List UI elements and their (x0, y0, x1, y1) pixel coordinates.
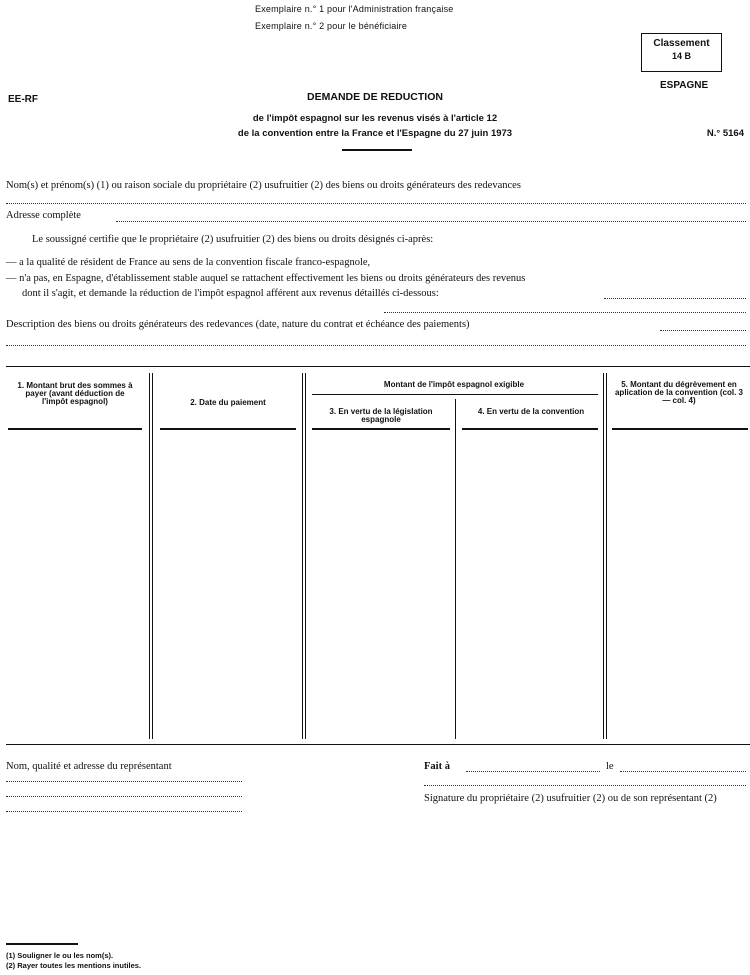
name-label: Nom(s) et prénom(s) (1) ou raison sociale du propriétaire (2) usufruitier (2) des biens ou droits générateurs des redevances (6, 180, 521, 191)
bullet-resident: — a la qualité de résident de France au sens de la convention fiscale franco-espagnole, (6, 257, 371, 268)
col-divider-3 (455, 399, 456, 739)
footnote-2: (2) Rayer toutes les mentions inutiles. (6, 961, 142, 970)
bullet-establishment: — n'a pas, en Espagne, d'établissement stable auquel se rattachent effectivement les biens ou droits générateurs des revenus (6, 273, 526, 284)
title-rule (342, 149, 412, 151)
col-header-payment-date: 2. Date du paiement (190, 398, 266, 407)
col-header-convention: 4. En vertu de la convention (477, 407, 585, 416)
country-label: ESPAGNE (660, 80, 709, 91)
classement-code: 14 B (671, 51, 691, 61)
representative-line-2[interactable] (6, 796, 242, 797)
classement-box (641, 33, 722, 72)
signature-place-line[interactable] (424, 785, 746, 786)
col-header-tax-group: Montant de l'impôt espagnol exigible (383, 380, 525, 389)
address-input-line[interactable] (116, 221, 746, 222)
table-bottom-rule (6, 744, 750, 745)
date-input-line[interactable] (620, 771, 746, 772)
footnote-1: (1) Souligner le ou les nom(s). (6, 951, 114, 960)
representative-label: Nom, qualité et adresse du représentant (6, 761, 172, 772)
copy-2-label: Exemplaire n.° 2 pour le bénéficiaire (255, 21, 408, 31)
certify-text: Le soussigné certifie que le propriétaire (2) usufruitier (2) des biens ou droits désignés ci-après: (32, 234, 434, 245)
made-at-label: Fait à (424, 761, 450, 772)
col-divider-1 (149, 373, 153, 739)
made-at-input-line[interactable] (466, 771, 600, 772)
bullet-establishment-cont: dont il s'agit, et demande la réduction de l'impôt espagnol afférent aux revenus détaillés ci-dessous: (22, 288, 439, 299)
signature-label: Signature du propriétaire (2) usufruitier (2) ou de son représentant (2) (424, 793, 717, 804)
footnote-rule (6, 943, 78, 945)
form-subtitle-1: de l'impôt espagnol sur les revenus visés à l'article 12 (252, 113, 498, 124)
name-input-line[interactable] (6, 203, 746, 204)
date-label: le (606, 761, 614, 772)
description-label: Description des biens ou droits générateurs des redevances (date, nature du contrat et échéance des paiements) (6, 319, 470, 330)
table-top-rule (6, 366, 750, 367)
col-header-relief-amount: 5. Montant du dégrèvement en aplication de la convention (col. 3 — col. 4) (614, 380, 744, 405)
col-divider-2 (302, 373, 306, 739)
group-rule (312, 394, 598, 395)
form-number: N.° 5164 (706, 128, 744, 139)
col3-header-rule (312, 428, 450, 430)
col5-header-rule (612, 428, 748, 430)
col-header-gross-amount: 1. Montant brut des sommes à payer (avant déduction de l'impôt espagnol) (17, 381, 133, 406)
form-code: EE-RF (8, 94, 38, 105)
form-title: DEMANDE DE REDUCTION (307, 91, 443, 103)
address-label: Adresse complète (6, 210, 81, 221)
description-input-line[interactable] (660, 330, 746, 331)
form-subtitle-2: de la convention entre la France et l'Espagne du 27 juin 1973 (237, 128, 513, 139)
representative-line-3[interactable] (6, 811, 242, 812)
col-header-spanish-law: 3. En vertu de la législation espagnole (329, 407, 433, 424)
col2-header-rule (160, 428, 296, 430)
col4-header-rule (462, 428, 598, 430)
representative-line-1[interactable] (6, 781, 242, 782)
request-input-line[interactable] (604, 298, 746, 299)
classement-label: Classement (653, 38, 710, 49)
copy-1-label: Exemplaire n.° 1 pour l'Administration française (255, 4, 454, 14)
col-divider-4 (603, 373, 607, 739)
col1-header-rule (8, 428, 142, 430)
description-input-line-2[interactable] (6, 345, 746, 346)
request-input-line-2[interactable] (384, 312, 746, 313)
